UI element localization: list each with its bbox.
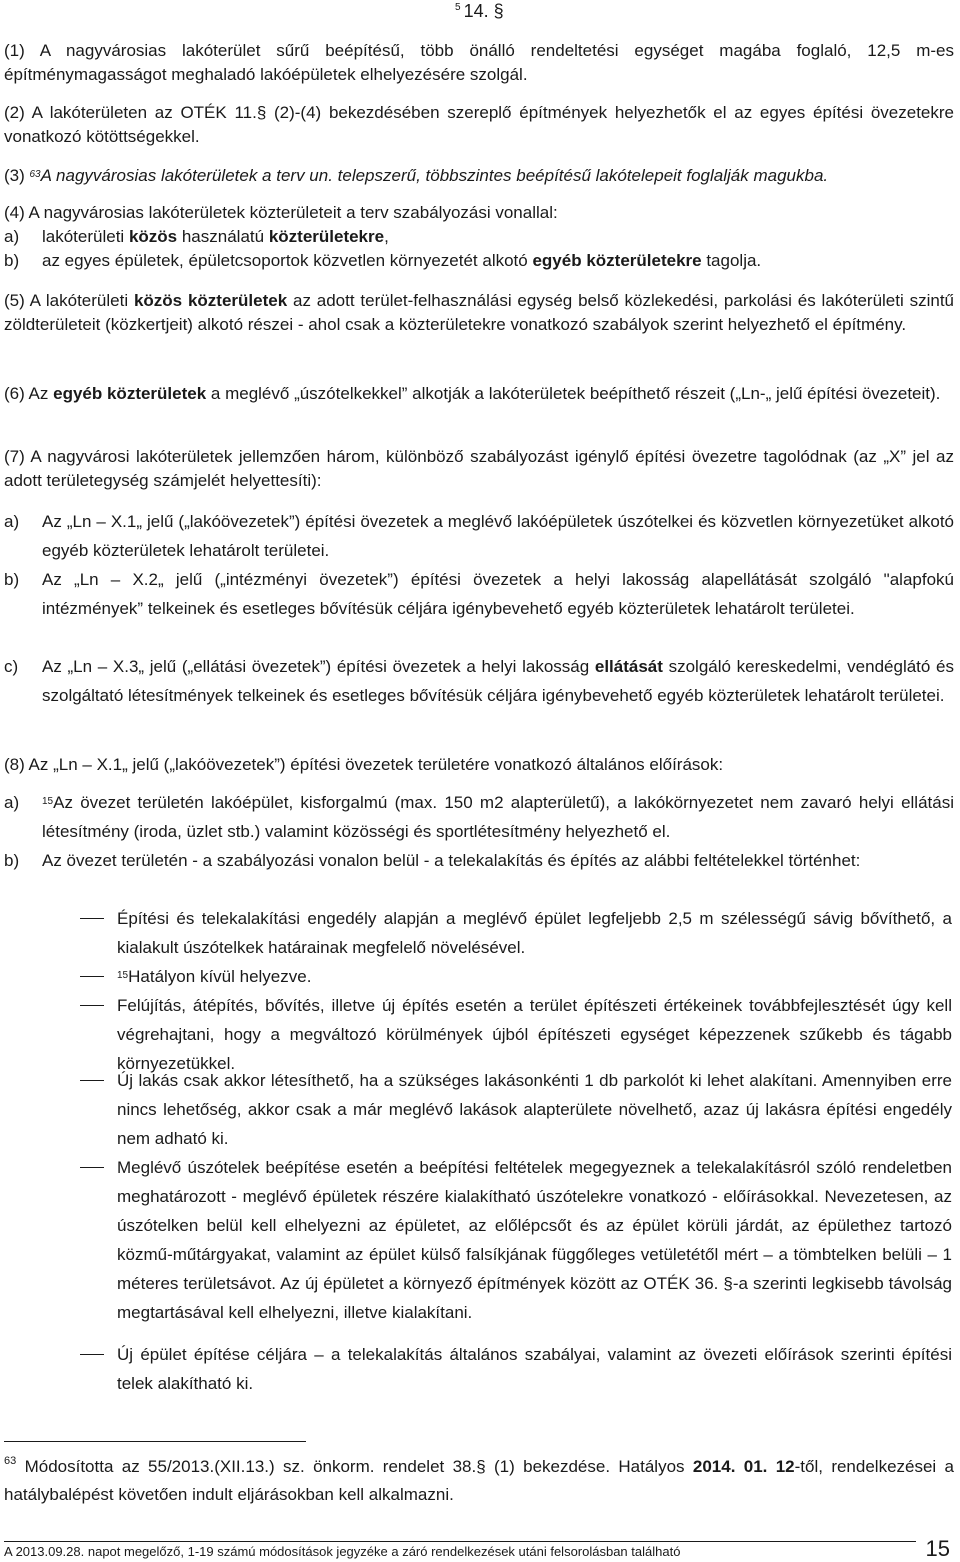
item-footnote-ref: 15 bbox=[42, 796, 54, 807]
paragraph-6-text: (6) Az bbox=[4, 384, 54, 403]
footnote-text: Módosította az 55/2013.(XII.13.) sz. önkorm. rendelet 38.§ (1) bekezdése. Hatályos bbox=[16, 1457, 693, 1476]
paragraph-4 bbox=[4, 201, 954, 273]
dash-item-4 bbox=[117, 1066, 952, 1153]
dash-item-3 bbox=[117, 991, 952, 1078]
heading-footnote-ref: 5 bbox=[455, 2, 461, 13]
paragraph-7-item-c bbox=[4, 652, 954, 710]
paragraph-1: (1) A nagyvárosias lakóterület sűrű beépítésű, több önálló rendeltetési egységet magába foglaló, 12,5 m-es építménymagasságot meghaladó lakóépületek elhelyezésére szolgál. bbox=[4, 41, 954, 84]
item-text-end: szolgáló kereskedelmi, vendéglátó és szolgáltató létesítmények telkeinek és esetleges bővítésük céljára igénybevehető egyéb közterületek lehatárolt területei. bbox=[42, 657, 954, 705]
paragraph-2: (2) A lakóterületen az OTÉK 11.§ (2)-(4) bekezdésében szereplő építmények helyezhetők el az egyes építési övezetekre vonatkozó kötöttségekkel. bbox=[4, 103, 954, 146]
item-b-text-end: tagolja. bbox=[701, 251, 762, 270]
paragraph-3 bbox=[4, 164, 954, 188]
paragraph-6-bold: egyéb közterületek bbox=[53, 384, 207, 403]
dash-text: Felújítás, átépítés, bővítés, illetve új építés esetén a terület építészeti értékeinek továbbfejlesztését úgy kell végrehajtani, hogy a megváltozó körülmények újból építészeti egységet képezzenek szűkebb és tágabb környezetükkel. bbox=[117, 996, 952, 1073]
dash-footnote-ref: 15 bbox=[117, 970, 129, 981]
footnote-divider bbox=[4, 1441, 306, 1442]
item-a-text: lakóterületi bbox=[42, 227, 129, 246]
dash-text: Új lakás csak akkor létesíthető, ha a szükséges lakásonkénti 1 db parkolót ki lehet alakítani. Amennyiben erre nincs lehetőség, akkor csak a már meglévő lakások alapterülete növelhető, azaz új lakásra építési engedély nem adható ki. bbox=[117, 1071, 952, 1148]
paragraph-5 bbox=[4, 289, 954, 337]
paragraph-5-text-end: az adott terület-felhasználási egység belső közlekedési, parkolási és lakóterületi szintű zöldterületeit (közkertjeit) alkotó részei - ahol csak a közterületekre vonatkozó szabályok szerint helyezhető el építmény. bbox=[4, 291, 954, 334]
item-text: Az „Ln – X.2„ jelű („intézményi övezetek”) építési övezetek a helyi lakosság alapellátását szolgáló "alapfokú intézmények” telkeinek és esetleges bővítésük céljára igénybevehető egyéb közterületek lehatárolt területei. bbox=[42, 570, 954, 618]
paragraph-8-item-b bbox=[4, 846, 954, 875]
dash-marker bbox=[80, 976, 104, 977]
item-b-bold: egyéb közterületekre bbox=[532, 251, 702, 270]
paragraph-8-item-a bbox=[4, 788, 954, 846]
item-a-bold-1: közös bbox=[128, 227, 178, 246]
paragraph-6 bbox=[4, 382, 954, 406]
dash-marker bbox=[80, 918, 104, 919]
item-label: a) bbox=[4, 793, 20, 812]
item-bold: ellátását bbox=[594, 657, 663, 676]
paragraph-7: (7) A nagyvárosi lakóterületek jellemzően három, különböző szabályozást igénylő építési övezetre tagolódnak (az „X” jel az adott területegység számjelét helyettesíti): bbox=[4, 447, 954, 490]
footnote-bold-date: 2014. 01. 12 bbox=[692, 1457, 795, 1476]
paragraph-7-item-a bbox=[4, 507, 954, 565]
item-label: a) bbox=[4, 512, 20, 531]
item-a-bold-2: közterületekre bbox=[268, 227, 385, 246]
section-heading bbox=[455, 1, 504, 22]
paragraph-5-text: (5) A lakóterületi bbox=[4, 291, 134, 310]
item-text: Az „Ln – X.3„ jelű („ellátási övezetek”) építési övezetek a helyi lakosság bbox=[42, 657, 595, 676]
footnote-text-end: -től, rendelkezései a hatálybalépést követően indult eljárásokban kell alkalmazni. bbox=[4, 1457, 955, 1504]
dash-marker bbox=[80, 1167, 104, 1168]
footnote bbox=[4, 1453, 954, 1509]
dash-marker bbox=[80, 1005, 104, 1006]
item-b-text: az egyes épületek, épületcsoportok közvetlen környezetét alkotó bbox=[42, 251, 533, 270]
item-label: c) bbox=[4, 657, 19, 676]
item-label: b) bbox=[4, 851, 20, 870]
paragraph-3-prefix: (3) bbox=[4, 166, 30, 185]
paragraph-3-text: A nagyvárosias lakóterületek a terv un. telepszerű, többszintes beépítésű lakótelepeit foglalják magukba. bbox=[40, 166, 829, 185]
heading-title: 14. § bbox=[463, 1, 504, 21]
item-a-text-mid: használatú bbox=[177, 227, 269, 246]
item-b-label: b) bbox=[4, 251, 20, 270]
dash-item-5 bbox=[117, 1153, 952, 1327]
item-a-label: a) bbox=[4, 227, 20, 246]
page-number: 15 bbox=[925, 1536, 950, 1561]
dash-marker bbox=[80, 1354, 104, 1355]
dash-text: Meglévő úszótelek beépítése esetén a beépítési feltételek megegyeznek a telekalakításról szóló rendeletben meghatározott - meglévő épületek részére kialakítható úszótelekre vonatkozó - előírásokkal. Nevezetesen, az úszótelken belül kell elhelyezni az épületet, az előlépcsőt és az épület körüli járdát, az épülethez tartozó közmű-műtárgyakat, valamint az épület külső falsíkjának függőleges vetületétől mért – a tömbtelken belüli – 1 méteres területsávot. Az új épületet a környező építmények között az OTÉK 36. §-a szerinti legkisebb távolság megtartásával kell elhelyezni, illetve kialakítani. bbox=[117, 1158, 952, 1322]
paragraph-6-text-end: a meglévő „úszótelkekkel” alkotják a lakóterületek beépíthető részeit („Ln-„ jelű építési övezeteit). bbox=[206, 384, 941, 403]
dash-text: Hatályon kívül helyezve. bbox=[128, 967, 312, 986]
item-text: Az „Ln – X.1„ jelű („lakóövezetek”) építési övezetek a meglévő lakóépületek úszótelkei és közvetlen környezetüket alkotó egyéb közterületek lehatárolt területei. bbox=[42, 512, 954, 560]
footer-divider bbox=[4, 1541, 916, 1542]
item-a-text-end: , bbox=[384, 227, 389, 246]
paragraph-4-intro: (4) A nagyvárosias lakóterületek közterületeit a terv szabályozási vonallal: bbox=[4, 203, 558, 222]
item-text: Az övezet területén lakóépület, kisforgalmú (max. 150 m2 alapterületű), a lakókörnyezetet nem zavaró helyi ellátási létesítmény (iroda, üzlet stb.) valamint közösségi és sportlétesítmény helyezhető el. bbox=[42, 793, 954, 841]
paragraph-3-footnote-ref: 63 bbox=[29, 169, 41, 180]
dash-item-6 bbox=[117, 1340, 952, 1398]
dash-text: Új épület építése céljára – a telekalakítás általános szabályai, valamint az övezeti előírások szerinti építési telek alakítható ki. bbox=[117, 1345, 952, 1393]
paragraph-8: (8) Az „Ln – X.1„ jelű („lakóövezetek”) építési övezetek területére vonatkozó általános előírások: bbox=[4, 755, 724, 774]
paragraph-4-item-b bbox=[4, 249, 954, 273]
dash-text: Építési és telekalakítási engedély alapján a meglévő épület legfeljebb 2,5 m szélességű sávig bővíthető, a kialakult úszótelkek határainak megfelelő növelésével. bbox=[117, 909, 952, 957]
footnote-number: 63 bbox=[4, 1455, 17, 1467]
item-label: b) bbox=[4, 570, 20, 589]
footer-note: A 2013.09.28. napot megelőző, 1-19 számú módosítások jegyzéke a záró rendelkezések utáni felsorolásban található bbox=[4, 1544, 681, 1559]
paragraph-5-bold: közös közterületek bbox=[133, 291, 288, 310]
item-text: Az övezet területén - a szabályozási vonalon belül - a telekalakítás és építés az alábbi feltételekkel történhet: bbox=[42, 851, 861, 870]
dash-marker bbox=[80, 1080, 104, 1081]
paragraph-4-item-a bbox=[4, 225, 954, 249]
dash-item-1 bbox=[117, 904, 952, 962]
paragraph-7-item-b bbox=[4, 565, 954, 623]
dash-item-2 bbox=[117, 962, 952, 991]
